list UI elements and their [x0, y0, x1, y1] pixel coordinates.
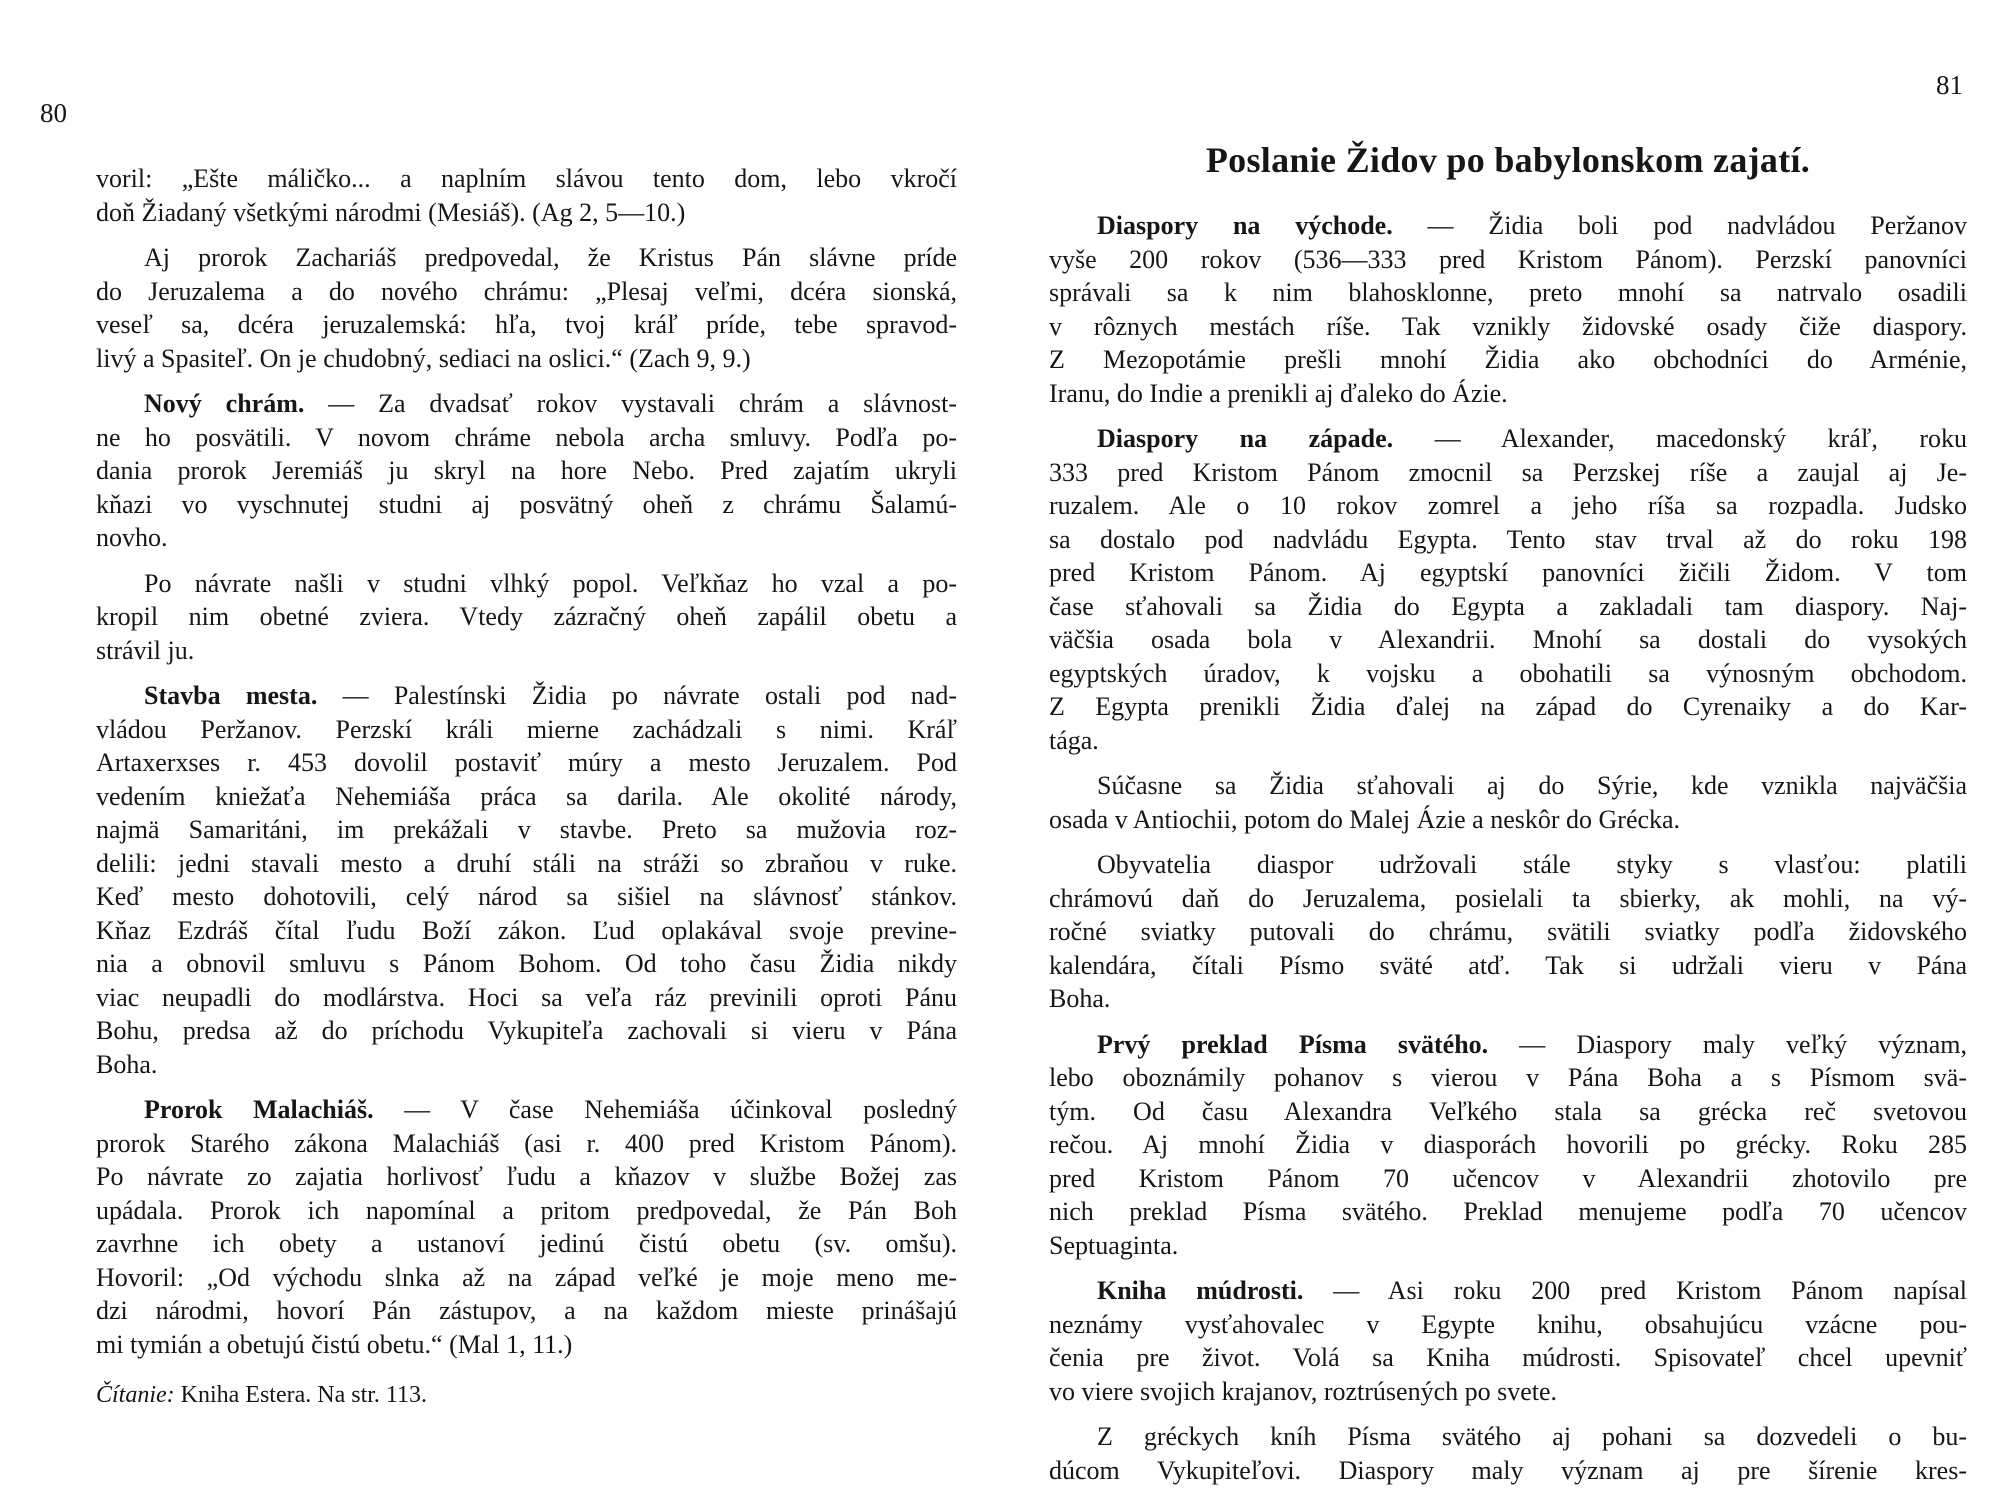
line-text: Iranu, do Indie a prenikli aj ďaleko do Ázie.: [1049, 378, 1508, 408]
chapter-title: Poslanie Židov po babylonskom zajatí.: [1205, 140, 1811, 180]
text-line: [96, 880, 957, 914]
text-line: [1049, 377, 1967, 411]
page-number-right: 81: [1936, 70, 1963, 100]
text-line: [1049, 724, 1967, 758]
line-text: Po návrate zo zajatia horlivosť ľudu a kňazov v službe Božej zas: [96, 1162, 957, 1191]
section-heading: Prorok Malachiáš.: [144, 1095, 374, 1124]
line-text: viac neupadli do modlárstva. Hoci sa veľa ráz previnili oproti Pánu: [96, 982, 957, 1012]
text-line: [1049, 209, 1967, 243]
text-line: [96, 947, 957, 981]
text-line: [1049, 1375, 1967, 1409]
line-text: tým. Od času Alexandra Veľkého stala sa grécka reč svetovou: [1049, 1096, 1967, 1126]
page-number-left: 80: [40, 98, 67, 128]
line-text: 333 pred Kristom Pánom zmocnil sa Perzskej ríše a zaujal aj Je-: [1049, 457, 1967, 487]
text-line: [1049, 1162, 1967, 1196]
paragraph: [1049, 848, 1967, 1016]
line-text: Obyvatelia diaspor udržovali stále styky s vlasťou: platili: [1097, 850, 1967, 879]
line-text: vedením kniežaťa Nehemiáša práca sa darila. Ale okolité národy,: [96, 781, 957, 811]
line-text: rečou. Aj mnohí Židia v diasporách hovorili po grécky. Roku 285: [1049, 1130, 1967, 1159]
text-line: [1049, 1454, 1967, 1488]
reading-note: [96, 1379, 957, 1413]
text-line: [96, 275, 957, 309]
line-text: — Židia boli pod nadvládou Peržanov: [1392, 211, 1967, 240]
text-line: [1049, 343, 1967, 377]
text-line: [96, 1048, 957, 1082]
line-text: nich preklad Písma svätého. Preklad menujeme podľa 70 učencov: [1049, 1197, 1967, 1226]
section-heading: Prvý preklad Písma svätého.: [1097, 1029, 1489, 1059]
line-text: do Jeruzalema a do nového chrámu: „Plesaj veľmi, dcéra sionská,: [96, 276, 957, 306]
text-line: [1049, 1274, 1967, 1308]
line-text: — Alexander, macedonský kráľ, roku: [1393, 424, 1968, 453]
line-text: čenia pre život. Volá sa Kniha múdrosti. Spisovateľ chcel upevniť: [1049, 1343, 1967, 1372]
text-line: [1049, 1341, 1967, 1375]
text-line: [96, 746, 957, 780]
line-text: kropil nim obetné zviera. Vtedy zázračný oheň zapálil obetu a: [96, 602, 957, 631]
left-page-text: [96, 162, 957, 1413]
line-text: — Za dvadsať rokov vystavali chrám a slávnost-: [304, 389, 957, 418]
paragraph: [96, 241, 957, 375]
line-text: Aj prorok Zachariáš predpovedal, že Kristus Pán slávne príde: [144, 243, 957, 272]
text-line: [96, 780, 957, 814]
text-line: [96, 1127, 957, 1161]
line-text: kalendára, čítali Písmo sväté atď. Tak si udržali vieru v Pána: [1049, 950, 1967, 980]
text-line: [1049, 276, 1967, 310]
line-text: Bohu, predsa až do príchodu Vykupiteľa zachovali si vieru v Pána: [96, 1016, 957, 1045]
line-text: Artaxerxses r. 453 dovolil postaviť múry a mesto Jeruzalem. Pod: [96, 748, 957, 777]
line-text: Kňaz Ezdráš čítal ľudu Boží zákon. Ľud oplakával svoje previne-: [96, 915, 957, 945]
line-text: tága.: [1049, 725, 1099, 755]
line-text: prorok Starého zákona Malachiáš (asi r. 400 pred Kristom Pánom).: [96, 1128, 957, 1158]
line-text: mi tymián a obetujú čistú obetu.“ (Mal 1, 11.): [96, 1329, 573, 1359]
text-line: [1049, 422, 1967, 456]
line-text: ne ho posvätili. V novom chráme nebola archa smluvy. Podľa po-: [96, 422, 957, 452]
line-text: upádala. Prorok ich napomínal a pritom predpovedal, že Pán Boh: [96, 1195, 957, 1225]
line-text: dzi národmi, hovorí Pán zástupov, a na každom mieste prinášajú: [96, 1296, 957, 1325]
line-text: sa dostalo pod nadvládu Egypta. Tento stav trval až do roku 198: [1049, 524, 1967, 554]
text-line: [96, 847, 957, 881]
paragraph: [1049, 1028, 1967, 1263]
line-text: egyptských úradov, k vojsku a obohatili sa výnosným obchodom.: [1049, 658, 1967, 688]
line-text: správali sa k nim blahosklonne, preto mnohí sa natrvalo osadili: [1049, 278, 1967, 307]
text-line: [96, 914, 957, 948]
paragraph: [96, 387, 957, 555]
line-text: livý a Spasiteľ. On je chudobný, sediaci na oslici.“ (Zach 9, 9.): [96, 343, 751, 373]
paragraph: [1049, 1274, 1967, 1408]
text-line: [96, 634, 957, 668]
text-line: [96, 308, 957, 342]
paragraph: [1049, 769, 1967, 836]
line-text: Boha.: [96, 1049, 158, 1079]
line-text: delili: jedni stavali mesto a druhí stáli na stráži so zbraňou v ruke.: [96, 848, 957, 878]
line-text: lebo oboznámily pohanov s vierou v Pána Boha a s Písmom svä-: [1049, 1063, 1967, 1092]
text-line: [1049, 1195, 1967, 1229]
text-line: [1049, 243, 1967, 277]
text-line: [96, 196, 957, 230]
line-text: neznámy vysťahovalec v Egypte knihu, obsahujúcu vzácne pou-: [1049, 1309, 1967, 1339]
reading-note-label: Čítanie:: [96, 1382, 175, 1408]
line-text: Keď mesto dohotovili, celý národ sa sišiel na slávnosť stánkov.: [96, 882, 957, 911]
line-text: — Asi roku 200 pred Kristom Pánom napísal: [1303, 1276, 1967, 1305]
text-line: [96, 241, 957, 275]
paragraph: [1049, 1420, 1967, 1487]
text-line: [1049, 1061, 1967, 1095]
line-text: strávil ju.: [96, 635, 195, 665]
line-text: osada v Antiochii, potom do Malej Ázie a neskôr do Grécka.: [1049, 804, 1681, 834]
line-text: väčšia osada bola v Alexandrii. Mnohí sa dostali do vysokých: [1049, 625, 1967, 654]
text-line: [1049, 1229, 1967, 1263]
line-text: — Palestínski Židia po návrate ostali pod nad-: [317, 681, 957, 710]
line-text: kňazi vo vyschnutej studni aj posvätný oheň z chrámu Šalamú-: [96, 489, 957, 519]
text-line: [96, 981, 957, 1015]
text-line: [96, 521, 957, 555]
text-line: [1049, 1308, 1967, 1342]
section-heading: Stavba mesta.: [144, 681, 318, 710]
text-line: [96, 342, 957, 376]
text-line: [1049, 769, 1967, 803]
text-line: [96, 421, 957, 455]
text-line: [1049, 915, 1967, 949]
text-line: [96, 1227, 957, 1261]
line-text: veseľ sa, dcéra jeruzalemská: hľa, tvoj kráľ príde, tebe spravod-: [96, 310, 957, 339]
text-line: [96, 1093, 957, 1127]
text-line: [1049, 657, 1967, 691]
section-heading: Nový chrám.: [144, 389, 305, 418]
text-line: [1049, 1095, 1967, 1129]
line-text: ruzalem. Ale o 10 rokov zomrel a jeho ríša sa rozpadla. Judsko: [1049, 491, 1967, 520]
line-text: nia a obnovil smluvu s Pánom Bohom. Od toho času Židia nikdy: [96, 949, 957, 978]
paragraph: [1049, 422, 1967, 757]
paragraph: [1049, 209, 1967, 410]
line-text: Septuaginta.: [1049, 1230, 1179, 1260]
paragraph: [96, 567, 957, 668]
text-line: [96, 1014, 957, 1048]
line-text: čase sťahovali sa Židia do Egypta a zakladali tam diaspory. Naj-: [1049, 591, 1967, 621]
text-line: [1049, 623, 1967, 657]
line-text: pred Kristom Pánom 70 učencov v Alexandrii zhotovilo pre: [1049, 1163, 1967, 1193]
text-line: [96, 679, 957, 713]
text-line: [96, 567, 957, 601]
text-line: [1049, 848, 1967, 882]
line-text: vo viere svojich krajanov, roztrúsených po svete.: [1049, 1376, 1558, 1406]
text-line: [96, 1261, 957, 1295]
line-text: Z gréckych kníh Písma svätého aj pohani sa dozvedeli o bu-: [1097, 1422, 1967, 1451]
line-text: vyše 200 rokov (536—333 pred Kristom Pánom). Perzskí panovníci: [1049, 244, 1967, 274]
paragraph: [96, 1093, 957, 1361]
text-line: [1049, 803, 1967, 837]
text-line: [1049, 1128, 1967, 1162]
text-line: [1049, 556, 1967, 590]
text-line: [1049, 882, 1967, 916]
text-line: [96, 1160, 957, 1194]
line-text: Súčasne sa Židia sťahovali aj do Sýrie, kde vznikla najväčšia: [1097, 771, 1967, 800]
text-line: [1049, 456, 1967, 490]
text-line: [96, 813, 957, 847]
text-line: [96, 1194, 957, 1228]
text-line: [96, 1294, 957, 1328]
text-line: [96, 162, 957, 196]
text-line: [1049, 489, 1967, 523]
line-text: pred Kristom Pánom. Aj egyptskí panovníci žičili Židom. V tom: [1049, 558, 1967, 587]
text-line: [1049, 590, 1967, 624]
section-heading: Diaspory na západe.: [1097, 424, 1394, 453]
section-heading: Diaspory na východe.: [1097, 211, 1393, 240]
text-line: [96, 488, 957, 522]
line-text: ročné sviatky putovali do chrámu, svätili sviatky podľa židovského: [1049, 917, 1967, 946]
text-line: [1049, 690, 1967, 724]
line-text: Boha.: [1049, 984, 1111, 1013]
line-text: — Diaspory maly veľký význam,: [1488, 1029, 1967, 1059]
text-line: [96, 600, 957, 634]
text-line: [96, 1328, 957, 1362]
text-line: [1049, 949, 1967, 983]
line-text: zavrhne ich obety a ustanoví jedinú čistú obetu (sv. omšu).: [96, 1229, 957, 1258]
line-text: novho.: [96, 523, 168, 552]
line-text: Z Egypta prenikli Židia ďalej na západ do Cyrenaiky a do Kar-: [1049, 692, 1967, 721]
line-text: najmä Samaritáni, im prekážali v stavbe. Preto sa mužovia roz-: [96, 815, 957, 844]
line-text: Z Mezopotámie prešli mnohí Židia ako obchodníci do Arménie,: [1049, 345, 1967, 374]
text-line: [1049, 982, 1967, 1016]
text-line: [1049, 523, 1967, 557]
line-text: voril: „Ešte máličko... a naplním slávou tento dom, lebo vkročí: [96, 164, 957, 193]
section-heading: Kniha múdrosti.: [1097, 1276, 1304, 1305]
line-text: vládou Peržanov. Perzskí králi mierne zachádzali s nimi. Kráľ: [96, 714, 957, 744]
line-text: Po návrate našli v studni vlhký popol. Veľkňaz ho vzal a po-: [144, 568, 957, 598]
paragraph: [96, 162, 957, 229]
text-line: [1049, 1420, 1967, 1454]
text-line: [1049, 1028, 1967, 1062]
text-line: [96, 387, 957, 421]
text-line: [1049, 310, 1967, 344]
line-text: v rôznych mestách ríše. Tak vznikly židovské osady čiže diaspory.: [1049, 311, 1967, 341]
text-line: [96, 713, 957, 747]
paragraph: [96, 679, 957, 1081]
line-text: doň Žiadaný všetkými národmi (Mesiáš). (Ag 2, 5—10.): [96, 197, 686, 227]
line-text: — V čase Nehemiáša účinkoval posledný: [373, 1095, 957, 1124]
line-text: chrámovú daň do Jeruzalema, posielali ta sbierky, ak mohli, na vý-: [1049, 883, 1967, 913]
line-text: Hovoril: „Od východu slnka až na západ veľké je moje meno me-: [96, 1262, 957, 1292]
line-text: dúcom Vykupiteľovi. Diaspory maly význam aj pre šírenie kres-: [1049, 1455, 1967, 1485]
text-line: [96, 454, 957, 488]
line-text: dania prorok Jeremiáš ju skryl na hore Nebo. Pred zajatím ukryli: [96, 456, 957, 485]
reading-note-text: Kniha Estera. Na str. 113.: [174, 1382, 428, 1408]
right-page-text: [1049, 209, 1967, 1499]
